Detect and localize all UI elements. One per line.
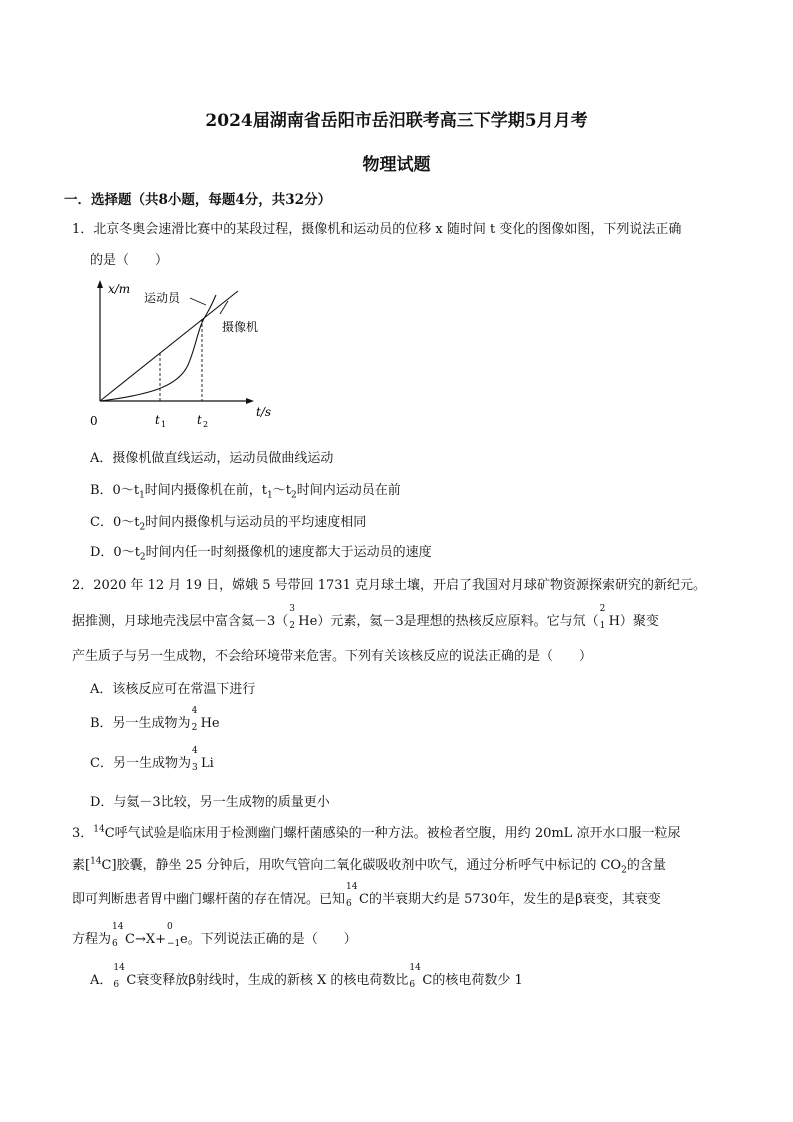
q3-stem-line2: 素[$^{14}$C]胶囊，静坐 25 分钟后，用吹气管向二氧化碳吸收剂中吹气，通过分析呼气中标记的 $CO_2$的含量 <box>72 856 666 876</box>
q2-option-c: C．另一生成物为 4 3 Li <box>90 746 214 773</box>
he3-nuclide: 3 2 <box>289 604 296 631</box>
q2-option-d: D．与氦－3比较，另一生成物的质量更小 <box>90 795 330 810</box>
q2-option-a: A．该核反应可在常温下进行 <box>90 682 256 697</box>
q1-option-a: A．摄像机做直线运动，运动员做曲线运动 <box>90 451 334 466</box>
t1-label: t <box>155 413 160 427</box>
t2-subscript: 2 <box>203 420 209 429</box>
q2-stem-line3: 产生质子与另一生成物，不会给环境带来危害。下列有关该核反应的说法正确的是（ ） <box>72 649 593 664</box>
section-heading: 一．选择题（共8小题，每题4分，共32分） <box>64 192 332 208</box>
q3-stem-line1: 3．$^{14}$C呼气试验是临床用于检测幽门螺杆菌感染的一种方法。被检者空腹，用约 20mL 凉开水口服一粒尿 <box>72 824 681 841</box>
q2-stem-line1: 2．2020 年 12 月 19 日，嫦娥 5 号带回 1731 克月球土壤，开启了我国对月球矿物资源探索研究的新纪元。 <box>72 578 706 593</box>
q1-stem-line2: 的是（ ） <box>90 253 169 268</box>
c14-nuclide-a1: 14 6 <box>113 963 125 990</box>
he4-nuclide: 4 2 <box>191 706 198 733</box>
q1-stem-line1: 1．北京冬奥会速滑比赛中的某段过程，摄像机和运动员的位移 x 随时间 t 变化的图像如图，下列说法正确 <box>72 222 682 237</box>
q2-option-b: B．另一生成物为 4 2 He <box>90 706 220 733</box>
athlete-label: 运动员 <box>144 291 181 305</box>
q3-stem-line3: 即可判断患者胃中幽门螺杆菌的存在情况。已知 14 6 C的半衰期大约是 5730年，发生的是β衰变，其衰变 <box>72 882 661 909</box>
c14-nuclide: 14 6 <box>346 882 358 909</box>
c14-nuclide-a2: 14 6 <box>409 963 421 990</box>
t2-label: t <box>197 413 202 427</box>
camera-label: 摄像机 <box>222 320 259 334</box>
q3-option-a: A． 14 6 C衰变释放β射线时，生成的新核 X 的核电荷数比 14 6 C的核电荷数少 1 <box>90 963 523 990</box>
x-axis-arrow <box>246 398 254 404</box>
y-axis-arrow <box>97 280 103 288</box>
origin-label: 0 <box>90 414 98 428</box>
h2-nuclide: 2 1 <box>599 604 606 631</box>
electron-nuclide: 0 −1 <box>167 922 181 949</box>
q3-stem-line4: 方程为 14 6 C→X+ 0 −1 e。下列说法正确的是（ ） <box>72 922 357 949</box>
x-axis-label: t/s <box>256 405 272 419</box>
y-axis-label: x/m <box>108 282 131 296</box>
q1-xt-graph <box>88 277 288 437</box>
q2-stem-line2: 据推测，月球地壳浅层中富含氦－3（ 3 2 He）元素，氦－3是理想的热核反应原料。它与氘（ 2 1 H）聚变 <box>72 604 659 631</box>
q1-option-b: B．$0\sim t_1$时间内摄像机在前，$t_1\sim t_2$时间内运动员在前 <box>90 483 401 501</box>
li4-nuclide: 4 3 <box>191 746 198 773</box>
athlete-curve <box>100 295 216 401</box>
camera-leader <box>220 301 228 314</box>
page-subtitle: 物理试题 <box>362 155 431 175</box>
t1-subscript: 1 <box>161 420 167 429</box>
c14-nuclide-eq: 14 6 <box>112 922 124 949</box>
q1-option-d: D．$0\sim t_2$时间内任一时刻摄像机的速度都大于运动员的速度 <box>90 545 432 563</box>
q1-option-c: C．$0\sim t_2$时间内摄像机与运动员的平均速度相同 <box>90 515 367 533</box>
page-title: 2024届湖南省岳阳市岳汨联考高三下学期5月月考 <box>205 111 588 131</box>
athlete-leader <box>190 298 206 305</box>
